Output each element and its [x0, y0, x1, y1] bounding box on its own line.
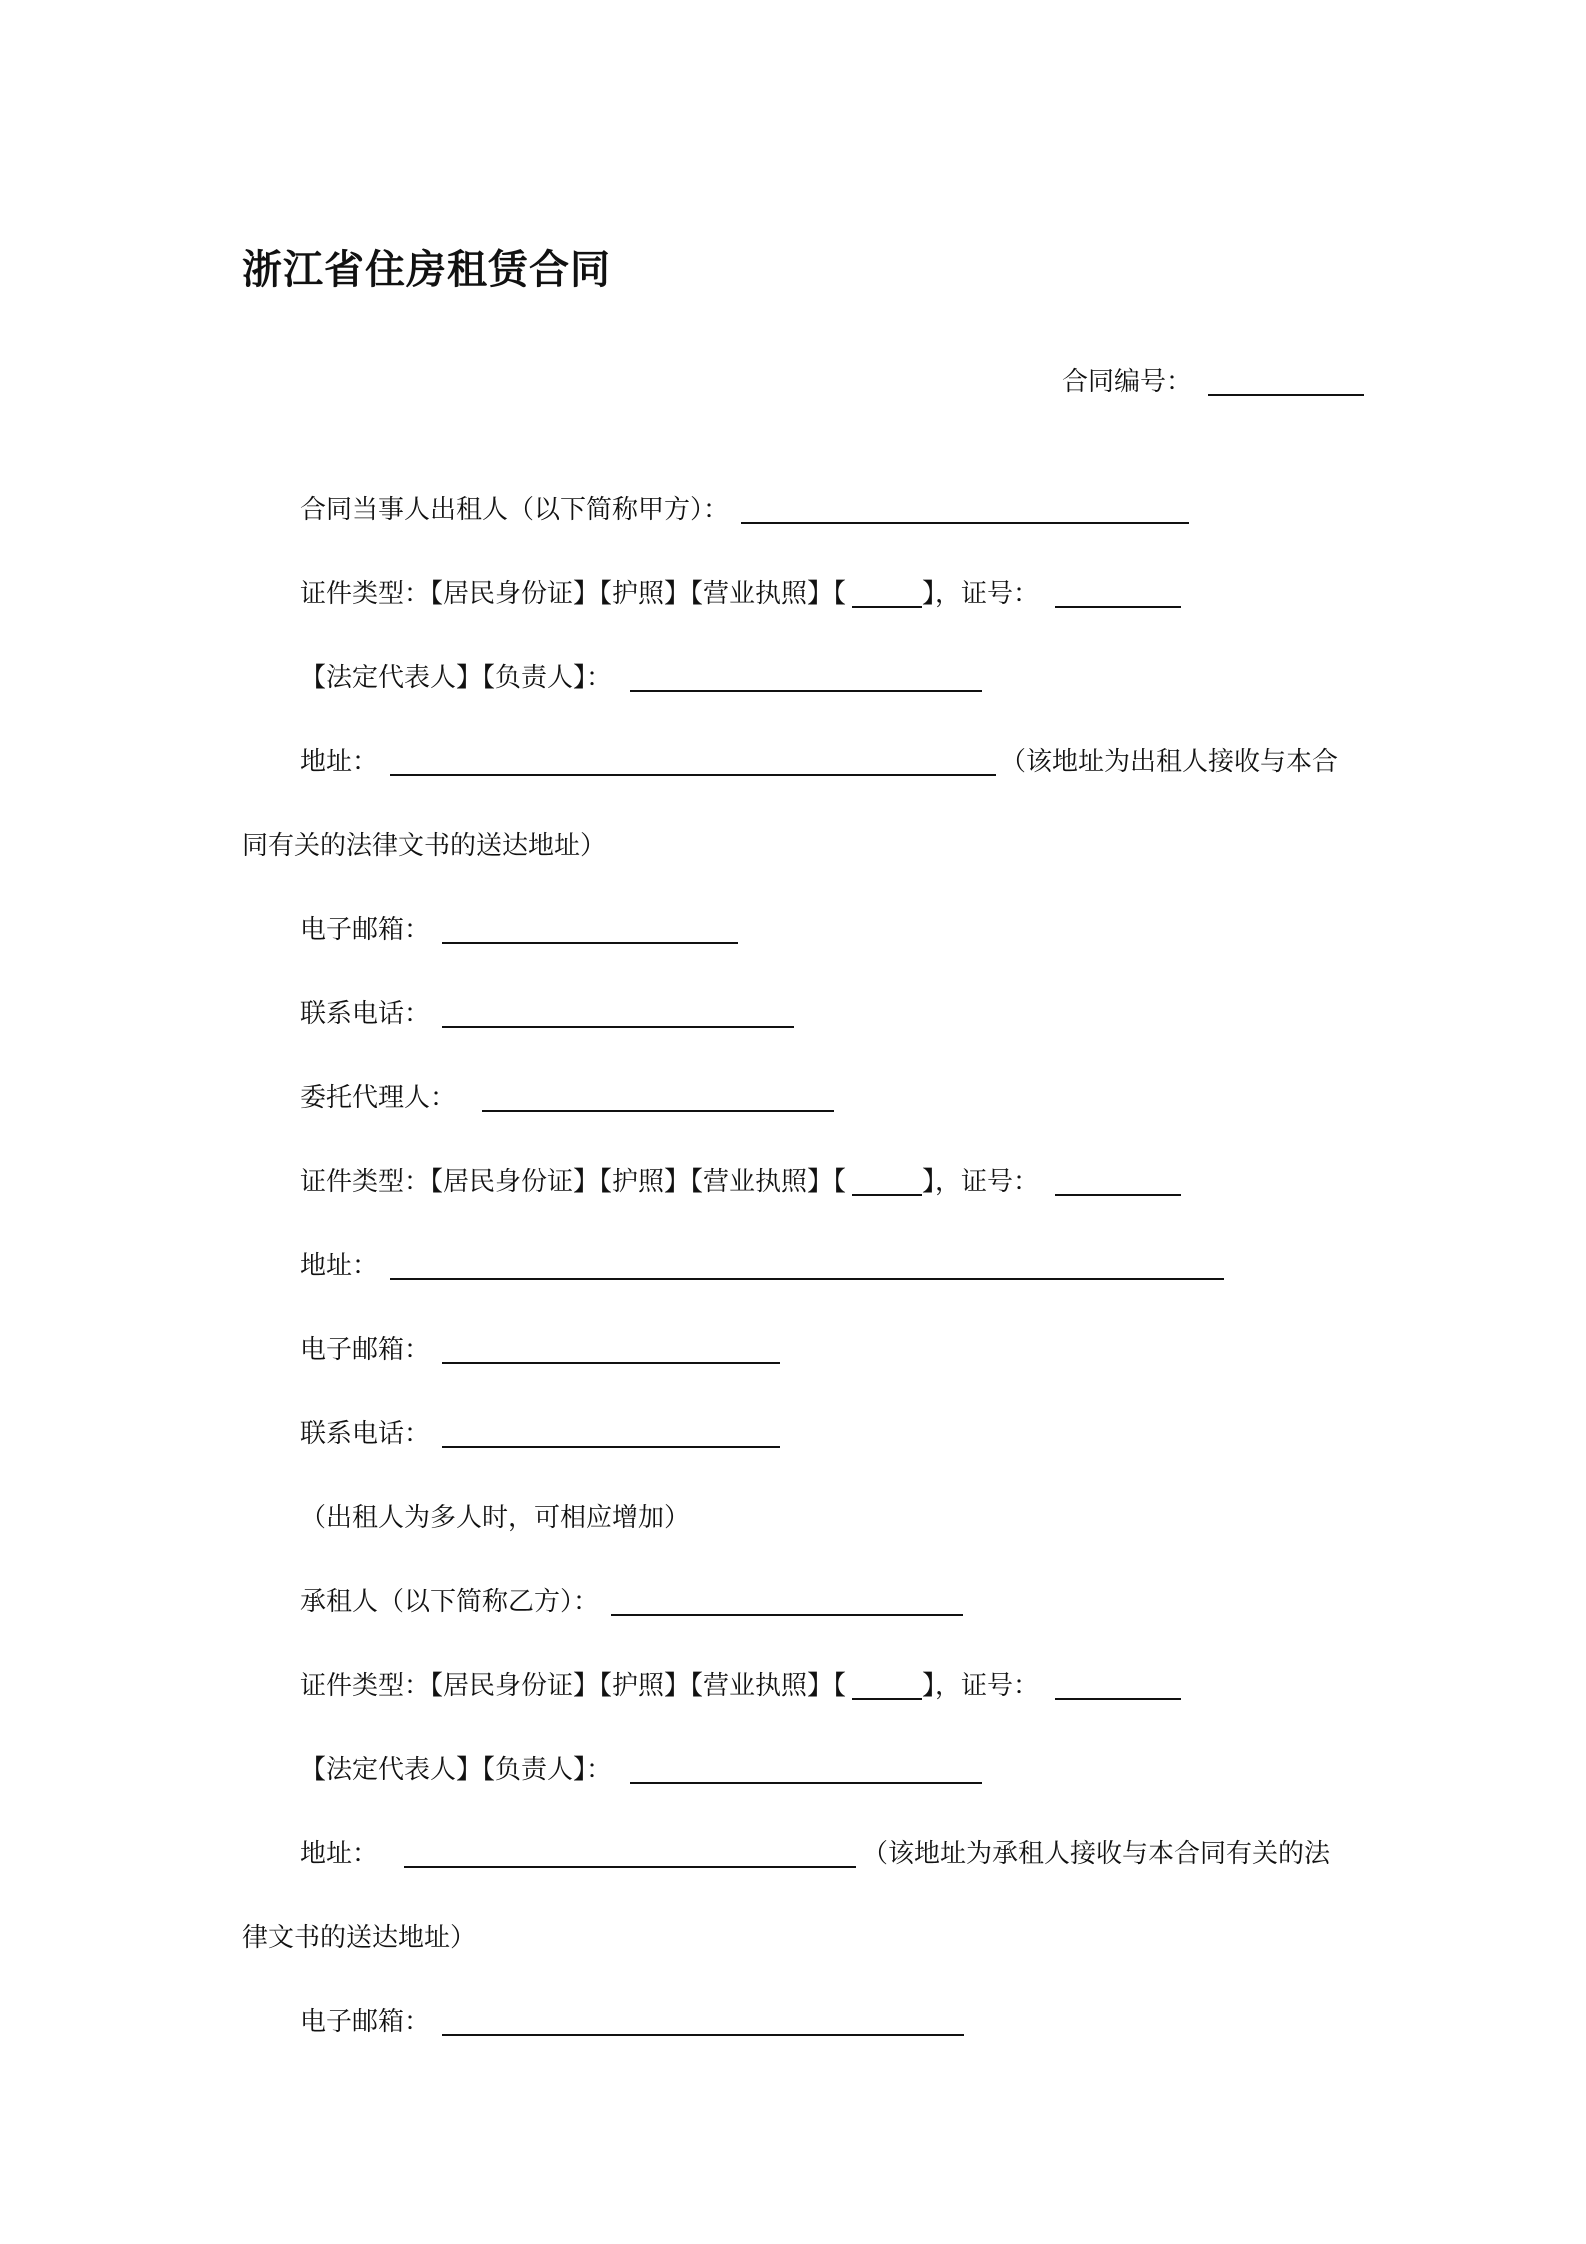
lessee-party-label: 承租人（以下简称乙方）：	[300, 1587, 600, 1617]
lessor-address-note-cont: 同有关的法律文书的送达地址）	[242, 831, 607, 861]
lessor-email-row	[300, 910, 738, 950]
contract-number-label: 合同编号：	[1062, 367, 1193, 397]
lessee-email-blank[interactable]	[442, 2004, 964, 2036]
lessee-address-row	[300, 1834, 1330, 1874]
agent-id-number-label: 】，证号：	[922, 1167, 1040, 1197]
lessor-id-row	[300, 574, 1181, 614]
lessor-id-number-blank[interactable]	[1055, 576, 1181, 608]
lessee-rep-blank[interactable]	[630, 1752, 982, 1784]
agent-address-row	[300, 1246, 1224, 1286]
contract-number-row	[1062, 362, 1364, 402]
lessee-id-number-label: 】，证号：	[922, 1671, 1040, 1701]
lessor-party-row	[300, 490, 1189, 530]
lessor-address-label: 地址：	[300, 747, 379, 777]
lessee-address-label: 地址：	[300, 1839, 379, 1869]
lessee-id-type-label: 证件类型：【居民身份证】【护照】【营业执照】【	[300, 1671, 847, 1701]
lessor-email-label: 电子邮箱：	[300, 915, 431, 945]
lessee-party-row	[300, 1582, 963, 1622]
document-title: 浙江省住房租赁合同	[242, 247, 611, 293]
lessor-id-type-other-blank[interactable]	[852, 576, 922, 608]
agent-id-row	[300, 1162, 1181, 1202]
agent-phone-row	[300, 1414, 780, 1454]
agent-label: 委托代理人：	[300, 1083, 457, 1113]
lessor-phone-label: 联系电话：	[300, 999, 431, 1029]
agent-email-row	[300, 1330, 780, 1370]
lessee-address-note: （该地址为承租人接收与本合同有关的法	[862, 1839, 1331, 1869]
lessor-address-note: （该地址为出租人接收与本合	[1000, 747, 1339, 777]
lessee-id-number-blank[interactable]	[1055, 1668, 1181, 1700]
lessor-rep-blank[interactable]	[630, 660, 982, 692]
agent-address-label: 地址：	[300, 1251, 379, 1281]
agent-row	[300, 1078, 834, 1118]
lessor-rep-label: 【法定代表人】【负责人】：	[300, 663, 613, 693]
lessee-name-blank[interactable]	[611, 1584, 963, 1616]
lessor-phone-row	[300, 994, 794, 1034]
lessor-address-row	[300, 742, 1338, 782]
lessor-party-label: 合同当事人出租人（以下简称甲方）：	[300, 495, 730, 525]
agent-phone-blank[interactable]	[442, 1416, 780, 1448]
agent-name-blank[interactable]	[482, 1080, 834, 1112]
lessee-address-note-cont: 律文书的送达地址）	[242, 1923, 477, 1953]
lessee-id-type-other-blank[interactable]	[852, 1668, 922, 1700]
lessor-id-type-label: 证件类型：【居民身份证】【护照】【营业执照】【	[300, 579, 847, 609]
lessor-email-blank[interactable]	[442, 912, 738, 944]
contract-number-blank[interactable]	[1208, 364, 1364, 396]
agent-phone-label: 联系电话：	[300, 1419, 431, 1449]
lessee-id-row	[300, 1666, 1181, 1706]
lessor-phone-blank[interactable]	[442, 996, 794, 1028]
agent-id-type-other-blank[interactable]	[852, 1164, 922, 1196]
lessee-email-label: 电子邮箱：	[300, 2007, 431, 2037]
agent-id-number-blank[interactable]	[1055, 1164, 1181, 1196]
lessee-address-blank[interactable]	[404, 1836, 856, 1868]
lessor-id-number-label: 】，证号：	[922, 579, 1040, 609]
lessee-rep-row	[300, 1750, 982, 1790]
lessor-address-blank[interactable]	[390, 744, 996, 776]
lessor-rep-row	[300, 658, 982, 698]
agent-email-label: 电子邮箱：	[300, 1335, 431, 1365]
lessee-email-row	[300, 2002, 964, 2042]
agent-email-blank[interactable]	[442, 1332, 780, 1364]
multi-lessor-note: （出租人为多人时，可相应增加）	[300, 1503, 691, 1533]
agent-id-type-label: 证件类型：【居民身份证】【护照】【营业执照】【	[300, 1167, 847, 1197]
lessor-name-blank[interactable]	[741, 492, 1189, 524]
agent-address-blank[interactable]	[390, 1248, 1224, 1280]
lessee-rep-label: 【法定代表人】【负责人】：	[300, 1755, 613, 1785]
